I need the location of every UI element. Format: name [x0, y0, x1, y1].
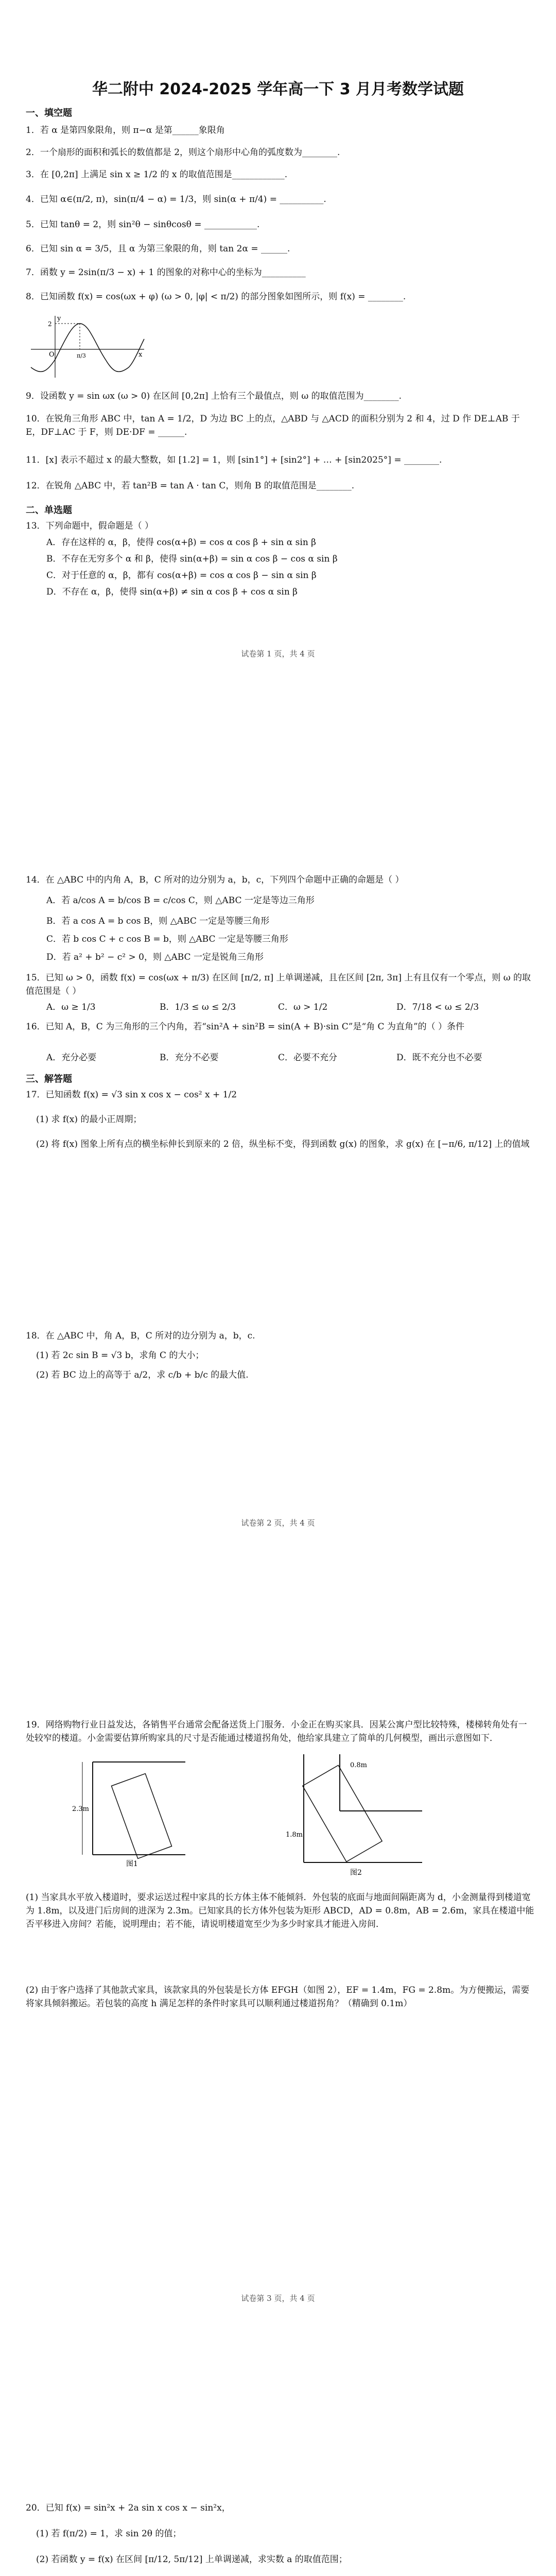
corridor-label: 1.8m	[286, 1831, 303, 1839]
question-8-graph	[28, 313, 147, 380]
option-c: C．若 b cos C + c cos B = b，则 △ABC 一定是等腰三角形	[46, 934, 288, 944]
width-label: 0.8m	[350, 1761, 368, 1769]
question-12: 12．在锐角 △ABC 中，若 tan²B = tan A · tan C，则角 B 的取值范围是________.	[26, 481, 355, 491]
section-answer: 三、解答题	[26, 1074, 72, 1084]
question-5: 5．已知 tanθ = 2，则 sin²θ − sinθcosθ = ____________.	[26, 219, 260, 230]
question-17-part-2: (2) 将 f(x) 图象上所有点的横坐标伸长到原来的 2 倍，纵坐标不变，得到函数 g(x) 的图象，求 g(x) 在 [−π/6, π/12] 上的值域	[36, 1139, 530, 1149]
question-11: 11．[x] 表示不超过 x 的最大整数，如 [1.2] = 1，则 [sin1°] + [sin2°] + … + [sin2025°] = ________.	[26, 455, 442, 465]
page-footer-3: 试卷第 3 页，共 4 页	[241, 2294, 315, 2303]
question-1: 1．若 α 是第四象限角，则 π−α 是第______象限角	[26, 125, 225, 135]
x-tick-label: π/3	[77, 352, 86, 359]
option-d: D．既不充分也不必要	[396, 1053, 482, 1063]
question-20-part-1: (1) 若 f(π/2) = 1，求 sin 2θ 的值；	[36, 2529, 182, 2539]
question-14: 14．在 △ABC 中的内角 A，B，C 所对的边分别为 a，b，c，下列四个命题中正确的命题是（ ）	[26, 875, 404, 885]
furniture-box	[303, 1765, 382, 1861]
option-c: C．ω > 1/2	[278, 1002, 328, 1012]
option-d: D．若 a² + b² − c² > 0，则 △ABC 一定是锐角三角形	[46, 952, 264, 962]
question-3: 3．在 [0,2π] 上满足 sin x ≥ 1/2 的 x 的取值范围是____________.	[26, 170, 288, 180]
option-d: D．不存在 α，β，使得 sin(α+β) ≠ sin α cos β + cos α sin β	[46, 587, 298, 597]
option-a: A．ω ≥ 1/3	[46, 1002, 96, 1012]
question-7: 7．函数 y = 2sin(π/3 − x) + 1 的图象的对称中心的坐标为__________	[26, 267, 306, 278]
question-6: 6．已知 sin α = 3/5，且 α 为第三象限的角，则 tan 2α = ______.	[26, 244, 290, 254]
section-fill-in: 一、填空题	[26, 108, 72, 118]
figure-1-corridor	[72, 1757, 196, 1870]
question-20: 20．已知 f(x) = sin²x + 2a sin x cos x − sin²x，	[26, 2503, 231, 2513]
question-9: 9．设函数 y = sin ωx (ω > 0) 在区间 [0,2π] 上恰有三个最值点，则 ω 的取值范围为________.	[26, 391, 402, 401]
question-19-part-2: (2) 由于客户选择了其他款式家具，该款家具的外包装是长方体 EFGH（如图 2），EF = 1.4m，FG = 2.8m。为方便搬运，需要将家具倾斜搬运。若包装的高度 h 满足怎样的条件时家具可以顺利通过楼道拐角？（精确到 0.1m）	[26, 1985, 530, 2009]
question-17: 17．已知函数 f(x) = √3 sin x cos x − cos² x + 1/2	[26, 1090, 237, 1100]
cosine-curve	[31, 324, 144, 371]
question-13: 13．下列命题中，假命题是（ ）	[26, 521, 154, 531]
figure-2-caption: 图2	[350, 1869, 362, 1877]
exam-title: 华二附中 2024-2025 学年高一下 3 月月考数学试题	[92, 80, 464, 98]
option-a: A．若 a/cos A = b/cos B = c/cos C，则 △ABC 一定是等边三角形	[46, 895, 315, 906]
page-footer-1: 试卷第 1 页，共 4 页	[241, 649, 315, 658]
question-18-part-2: (2) 若 BC 边上的高等于 a/2，求 c/b + b/c 的最大值.	[36, 1370, 249, 1380]
option-a: A．充分必要	[46, 1053, 97, 1063]
question-19-part-1: (1) 当家具水平放入楼道时，要求运送过程中家具的长方体主体不能倾斜．外包装的底面与地面间隔距离为 d，小金测量得到楼道宽为 1.8m，以及进门后房间的进深为 2.3m。已知家具的长方体外包装为矩形 ABCD，AD = 0.8m，AB = 2.6m，家具在楼道中能否平移进入房间？若能，说明理由；若不能，请说明楼道宽至少为多少时家具才能进入房间．	[26, 1892, 534, 1929]
question-2: 2．一个扇形的面积和弧长的数值都是 2，则这个扇形中心角的弧度数为________.	[26, 147, 340, 158]
option-d: D．7/18 < ω ≤ 2/3	[396, 1002, 479, 1012]
option-a: A．存在这样的 α，β，使得 cos(α+β) = cos α cos β + sin α sin β	[46, 537, 317, 548]
question-18: 18．在 △ABC 中，角 A，B，C 所对的边分别为 a，b，c.	[26, 1331, 255, 1341]
question-18-part-1: (1) 若 2c sin B = √3 b，求角 C 的大小；	[36, 1350, 204, 1361]
y-axis-label: y	[57, 315, 61, 323]
peak-tick-label: 2	[48, 320, 52, 328]
option-b: B．不存在无穷多个 α 和 β，使得 sin(α+β) = sin α cos β − cos α sin β	[46, 554, 338, 564]
option-c: C．必要不充分	[278, 1053, 338, 1063]
section-choice: 二、单选题	[26, 505, 72, 516]
option-b: B．充分不必要	[160, 1053, 219, 1063]
question-20-part-2: (2) 若函数 y = f(x) 在区间 [π/12, 5π/12] 上单调递减，求实数 a 的取值范围；	[36, 2554, 348, 2565]
question-8: 8．已知函数 f(x) = cos(ωx + φ) (ω > 0, |φ| < π/2) 的部分图象如图所示，则 f(x) = ________.	[26, 292, 406, 302]
height-label: 2.3m	[72, 1805, 90, 1813]
option-b: B．1/3 ≤ ω ≤ 2/3	[160, 1002, 236, 1012]
option-c: C．对于任意的 α，β，都有 cos(α+β) = cos α cos β − sin α sin β	[46, 570, 317, 581]
question-10: 10．在锐角三角形 ABC 中，tan A = 1/2，D 为边 BC 上的点，△ABD 与 △ACD 的面积分别为 2 和 4，过 D 作 DE⊥AB 于 E，DF⊥AC 于 F，则 DE·DF = ______.	[26, 414, 520, 437]
x-axis-label: x	[138, 351, 143, 359]
question-15: 15．已知 ω > 0，函数 f(x) = cos(ωx + π/3) 在区间 [π/2, π] 上单调递减，且在区间 [2π, 3π] 上有且仅有一个零点，则 ω 的取值范围是（ ）	[26, 973, 531, 996]
question-4: 4．已知 α∈(π/2, π)，sin(π/4 − α) = 1/3，则 sin(α + π/4) = __________.	[26, 194, 326, 205]
question-16: 16．已知 A，B，C 为三角形的三个内角，若“sin²A + sin²B = sin(A + B)·sin C”是“角 C 为直角”的（ ）条件	[26, 1022, 465, 1032]
question-19-intro: 19．网络购物行业日益发达，各销售平台通常会配备送货上门服务．小金正在购买家具．因某公寓户型比较特殊，楼梯转角处有一处较窄的楼道。小金需要估算所购家具的尺寸是否能通过楼道拐角处，他给家具建立了简单的几何模型，画出示意图如下．	[26, 1720, 527, 1743]
question-17-part-1: (1) 求 f(x) 的最小正周期；	[36, 1114, 142, 1125]
figure-2-corner	[273, 1749, 427, 1878]
origin-label: O	[49, 351, 55, 359]
option-b: B．若 a cos A = b cos B，则 △ABC 一定是等腰三角形	[46, 916, 270, 926]
furniture-box	[111, 1774, 171, 1859]
figure-1-caption: 图1	[126, 1860, 138, 1868]
page-footer-2: 试卷第 2 页，共 4 页	[241, 1518, 315, 1528]
